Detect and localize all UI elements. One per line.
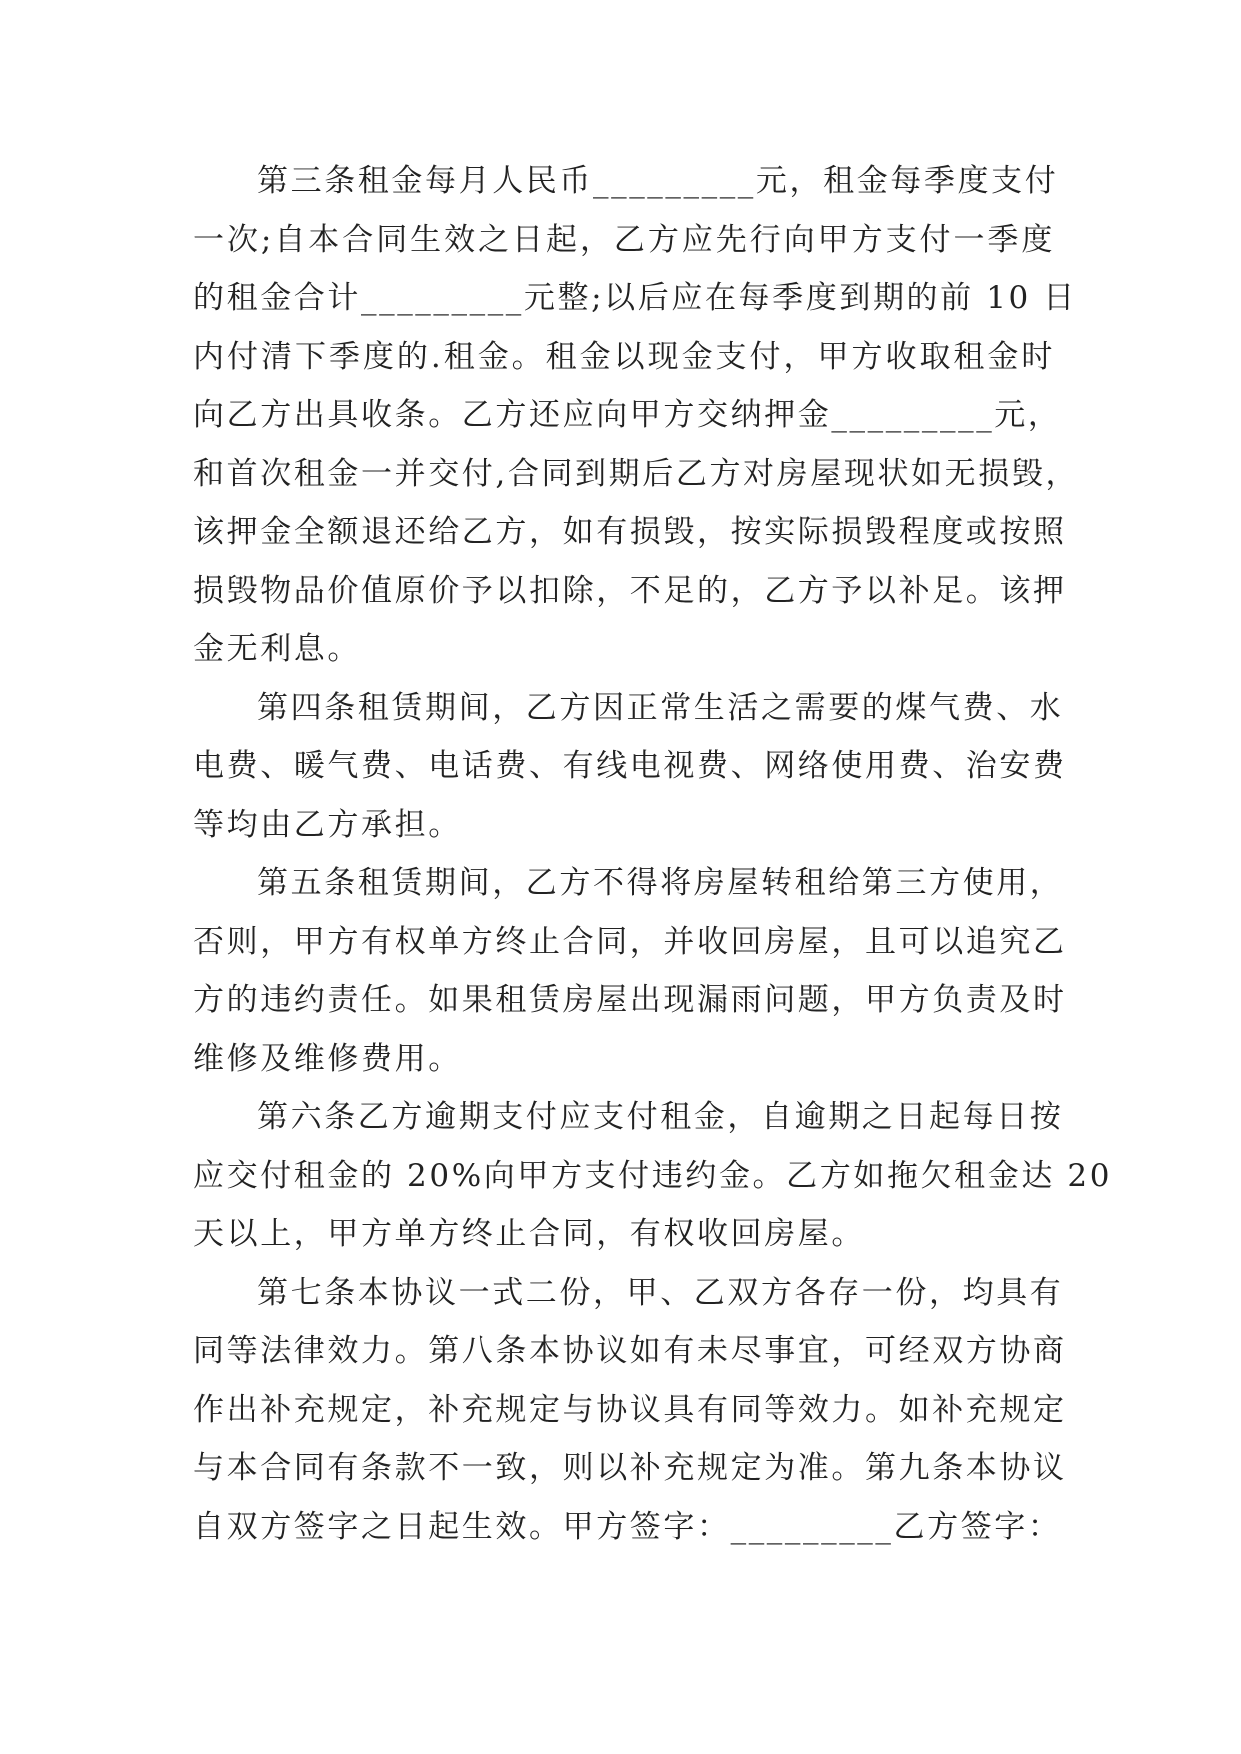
text-line: 维修及维修费用。 bbox=[193, 1040, 462, 1077]
text-line: 与本合同有条款不一致，则以补充规定为准。第九条本协议 bbox=[193, 1450, 1067, 1486]
text-line: 应交付租金的 20%向甲方支付违约金。乙方如拖欠租金达 20 bbox=[193, 1157, 1113, 1194]
text-line: 该押金全额退还给乙方，如有损毁，按实际损毁程度或按照 bbox=[193, 514, 1067, 550]
paragraph-article-4 bbox=[193, 679, 1067, 855]
text-line: 一次;自本合同生效之日起，乙方应先行向甲方支付一季度 bbox=[193, 221, 1055, 258]
text-line: 天以上，甲方单方终止合同，有权收回房屋。 bbox=[193, 1216, 865, 1252]
paragraph-article-6 bbox=[193, 1088, 1113, 1264]
text-line: 自双方签字之日起生效。甲方签字：_________乙方签字： bbox=[193, 1508, 1062, 1545]
text-line: 方的违约责任。如果租赁房屋出现漏雨问题，甲方负责及时 bbox=[193, 982, 1067, 1018]
paragraph-article-5 bbox=[193, 854, 1067, 1088]
text-line: 否则，甲方有权单方终止合同，并收回房屋，且可以追究乙 bbox=[193, 923, 1067, 960]
text-line: 损毁物品价值原价予以扣除，不足的，乙方予以补足。该押 bbox=[193, 572, 1067, 609]
text-line: 第六条乙方逾期支付应支付租金，自逾期之日起每日按 bbox=[257, 1099, 1064, 1135]
paragraph-article-3 bbox=[193, 152, 1080, 679]
paragraph-article-7-9 bbox=[193, 1264, 1067, 1557]
text-line: 的租金合计_________元整;以后应在每季度到期的前 10 日 bbox=[193, 280, 1077, 316]
text-line: 内付清下季度的.租金。租金以现金支付，甲方收取租金时 bbox=[193, 338, 1055, 375]
text-line: 金无利息。 bbox=[193, 631, 361, 667]
text-line: 第四条租赁期间，乙方因正常生活之需要的煤气费、水 bbox=[257, 689, 1064, 726]
text-line: 第三条租金每月人民币_________元，租金每季度支付 bbox=[257, 163, 1059, 199]
document-body bbox=[193, 152, 1113, 1556]
text-line: 和首次租金一并交付,合同到期后乙方对房屋现状如无损毁， bbox=[193, 455, 1080, 492]
text-line: 第七条本协议一式二份，甲、乙双方各存一份，均具有 bbox=[257, 1274, 1064, 1311]
text-line: 电费、暖气费、电话费、有线电视费、网络使用费、治安费 bbox=[193, 748, 1067, 784]
text-line: 第五条租赁期间，乙方不得将房屋转租给第三方使用， bbox=[257, 865, 1064, 901]
text-line: 同等法律效力。第八条本协议如有未尽事宜，可经双方协商 bbox=[193, 1333, 1067, 1369]
text-line: 向乙方出具收条。乙方还应向甲方交纳押金_________元， bbox=[193, 397, 1062, 433]
text-line: 等均由乙方承担。 bbox=[193, 806, 462, 843]
text-line: 作出补充规定，补充规定与协议具有同等效力。如补充规定 bbox=[193, 1391, 1067, 1428]
